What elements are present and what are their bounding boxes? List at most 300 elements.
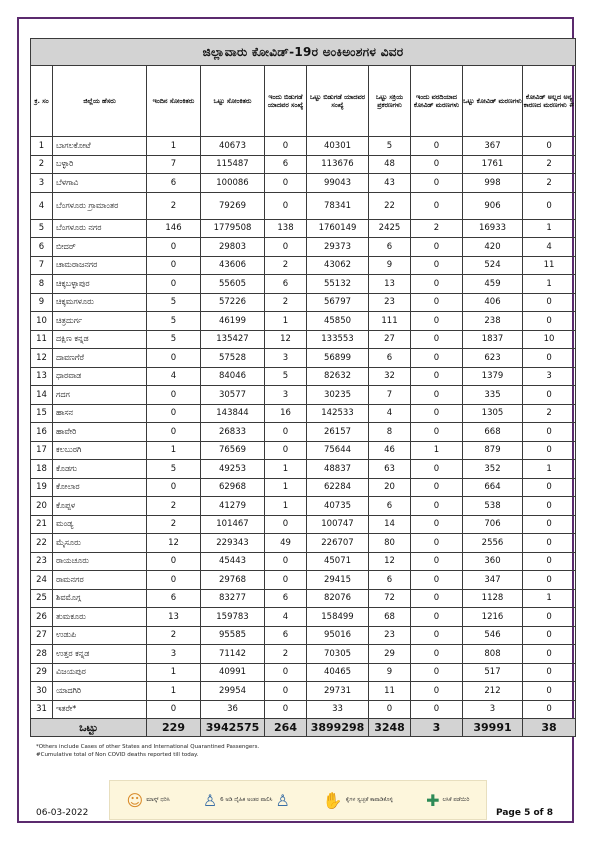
table-cell: 226707: [307, 534, 369, 553]
table-cell: 2: [523, 155, 576, 174]
table-cell: 1128: [463, 589, 523, 608]
table-cell: 23: [369, 626, 411, 645]
table-cell: 1761: [463, 155, 523, 174]
table-cell: 49253: [201, 460, 265, 479]
table-cell: 0: [523, 497, 576, 516]
table-cell: 2: [265, 256, 307, 275]
table-cell: 0: [411, 238, 463, 257]
table-cell: ಮೈಸೂರು: [53, 534, 147, 553]
table-cell: 6: [147, 589, 201, 608]
table-cell: 0: [523, 608, 576, 627]
table-cell: 40673: [201, 137, 265, 156]
table-cell: 4: [369, 404, 411, 423]
table-cell: 0: [147, 571, 201, 590]
table-cell: 45443: [201, 552, 265, 571]
table-cell: 2: [147, 626, 201, 645]
table-row: [31, 275, 576, 294]
table-cell: 406: [463, 293, 523, 312]
table-cell: 706: [463, 515, 523, 534]
table-cell: 1837: [463, 330, 523, 349]
table-cell: 212: [463, 682, 523, 701]
table-cell: 29803: [201, 238, 265, 257]
table-cell: 6: [369, 238, 411, 257]
table-cell: 33: [307, 700, 369, 719]
table-cell: 0: [411, 174, 463, 193]
table-cell: ವಿಜಯಪುರ: [53, 663, 147, 682]
table-cell: 0: [411, 608, 463, 627]
table-cell: 55605: [201, 275, 265, 294]
column-header: ಇಂದು ವರದಿಯಾದ ಕೋವಿಡ್ ಮರಣಗಳು: [411, 66, 463, 137]
table-cell: 84046: [201, 367, 265, 386]
table-cell: 6: [265, 155, 307, 174]
table-cell: 16: [31, 423, 53, 442]
table-cell: 1: [265, 460, 307, 479]
table-cell: ರಾಮನಗರ: [53, 571, 147, 590]
table-cell: 0: [411, 589, 463, 608]
total-cell: 3: [411, 719, 463, 737]
total-cell: 3899298: [307, 719, 369, 737]
table-cell: 0: [265, 423, 307, 442]
table-cell: 13: [369, 275, 411, 294]
table-cell: 24: [31, 571, 53, 590]
table-cell: 22: [31, 534, 53, 553]
table-cell: 3: [147, 645, 201, 664]
table-cell: ಹಾಸನ: [53, 404, 147, 423]
table-cell: 335: [463, 386, 523, 405]
table-row: [31, 137, 576, 156]
total-cell: 3942575: [201, 719, 265, 737]
table-cell: ಬೆಳಗಾವಿ: [53, 174, 147, 193]
table-cell: ಗದಗ: [53, 386, 147, 405]
table-cell: 0: [411, 155, 463, 174]
table-cell: 0: [523, 192, 576, 219]
table-cell: 8: [369, 423, 411, 442]
table-cell: 4: [147, 367, 201, 386]
table-cell: 0: [411, 330, 463, 349]
table-cell: 524: [463, 256, 523, 275]
table-cell: 0: [265, 571, 307, 590]
table-row: [31, 571, 576, 590]
table-cell: 30: [31, 682, 53, 701]
table-body: [31, 137, 576, 719]
table-cell: ಬೆಂಗಳೂರು ನಗರ: [53, 219, 147, 238]
header-row: [31, 66, 576, 137]
table-cell: 30577: [201, 386, 265, 405]
table-cell: 5: [31, 219, 53, 238]
column-header: ಕ್ರ. ಸಂ: [31, 66, 53, 137]
table-cell: 6: [147, 174, 201, 193]
table-cell: 0: [411, 192, 463, 219]
table-cell: 0: [411, 534, 463, 553]
table-cell: 7: [31, 256, 53, 275]
table-cell: 7: [369, 386, 411, 405]
table-cell: 159783: [201, 608, 265, 627]
table-cell: 31: [31, 700, 53, 719]
table-row: [31, 534, 576, 553]
table-cell: 4: [265, 608, 307, 627]
table-cell: 0: [147, 256, 201, 275]
column-header: ಒಟ್ಟು ಸೋಂಕಿತರು: [201, 66, 265, 137]
table-cell: 1216: [463, 608, 523, 627]
table-cell: 18: [31, 460, 53, 479]
table-row: [31, 645, 576, 664]
table-cell: 143844: [201, 404, 265, 423]
table-cell: 0: [411, 137, 463, 156]
table-cell: ಬಳ್ಳಾರಿ: [53, 155, 147, 174]
table-cell: ರಾಯಚೂರು: [53, 552, 147, 571]
table-row: [31, 404, 576, 423]
table-cell: 40735: [307, 497, 369, 516]
table-cell: 0: [523, 137, 576, 156]
total-cell: 264: [265, 719, 307, 737]
table-cell: 1: [523, 589, 576, 608]
table-row: [31, 192, 576, 219]
table-cell: 27: [31, 626, 53, 645]
table-cell: 8: [31, 275, 53, 294]
table-row: [31, 174, 576, 193]
table-cell: 1: [31, 137, 53, 156]
table-cell: 29: [31, 663, 53, 682]
table-cell: 0: [147, 552, 201, 571]
table-cell: 45071: [307, 552, 369, 571]
table-cell: 546: [463, 626, 523, 645]
footnote-non-covid: #Cumulative total of Non COVID deaths reported till today.: [36, 751, 199, 758]
table-cell: 1: [147, 663, 201, 682]
table-cell: 0: [411, 386, 463, 405]
table-cell: 2: [265, 293, 307, 312]
table-cell: 0: [523, 700, 576, 719]
table-cell: 56899: [307, 349, 369, 368]
table-cell: 0: [265, 174, 307, 193]
table-cell: ಬೆಂಗಳೂರು ಗ್ರಾಮಾಂತರ: [53, 192, 147, 219]
table-row: [31, 626, 576, 645]
table-cell: 76569: [201, 441, 265, 460]
table-cell: 23: [31, 552, 53, 571]
table-cell: 43062: [307, 256, 369, 275]
table-cell: 0: [147, 700, 201, 719]
column-header: ಕೋವಿಡ್ ಅಲ್ಲದ ಅನ್ಯ ಕಾರಣದ ಮರಣಗಳು #: [523, 66, 576, 137]
table-cell: 347: [463, 571, 523, 590]
table-cell: 23: [369, 293, 411, 312]
table-cell: 146: [147, 219, 201, 238]
table-cell: 1: [265, 497, 307, 516]
table-cell: 1: [147, 441, 201, 460]
table-cell: 1760149: [307, 219, 369, 238]
table-cell: ದಕ್ಷಿಣ ಕನ್ನಡ: [53, 330, 147, 349]
table-cell: 29954: [201, 682, 265, 701]
table-cell: ಕಲಬುರಗಿ: [53, 441, 147, 460]
table-cell: 420: [463, 238, 523, 257]
table-cell: 56797: [307, 293, 369, 312]
table-cell: 99043: [307, 174, 369, 193]
table-cell: 25: [31, 589, 53, 608]
table-cell: 0: [411, 626, 463, 645]
table-cell: 0: [411, 367, 463, 386]
table-cell: ಶಿವಮೊಗ್ಗ: [53, 589, 147, 608]
table-cell: 0: [369, 700, 411, 719]
table-row: [31, 386, 576, 405]
table-cell: 80: [369, 534, 411, 553]
table-cell: 0: [411, 478, 463, 497]
table-cell: 0: [265, 238, 307, 257]
table-cell: 5: [147, 330, 201, 349]
table-cell: 360: [463, 552, 523, 571]
table-cell: 0: [411, 256, 463, 275]
table-cell: 71142: [201, 645, 265, 664]
table-row: [31, 293, 576, 312]
footnote-others: *Others include Cases of other States and International Quarantined Passengers.: [36, 744, 260, 750]
table-cell: 63: [369, 460, 411, 479]
table-cell: 0: [411, 700, 463, 719]
banner-vaccine: [426, 791, 469, 810]
table-cell: 26833: [201, 423, 265, 442]
table-cell: 5: [147, 312, 201, 331]
person-icon: ♙: [202, 790, 218, 810]
table-cell: 6: [265, 275, 307, 294]
table-cell: 0: [523, 386, 576, 405]
table-cell: 2556: [463, 534, 523, 553]
table-cell: 0: [523, 478, 576, 497]
person-icon: ♙: [275, 790, 290, 810]
table-cell: 20: [31, 497, 53, 516]
table-cell: 13: [31, 367, 53, 386]
table-cell: 20: [369, 478, 411, 497]
table-cell: 68: [369, 608, 411, 627]
table-row: [31, 497, 576, 516]
table-cell: 6: [369, 349, 411, 368]
table-cell: 352: [463, 460, 523, 479]
table-row: [31, 515, 576, 534]
table-cell: 17: [31, 441, 53, 460]
table-cell: 45850: [307, 312, 369, 331]
table-cell: 623: [463, 349, 523, 368]
table-cell: ಬಾಗಲಕೋಟೆ: [53, 137, 147, 156]
table-cell: 0: [147, 423, 201, 442]
table-cell: 4: [31, 192, 53, 219]
table-cell: 15: [31, 404, 53, 423]
table-cell: 21: [31, 515, 53, 534]
table-cell: 27: [369, 330, 411, 349]
table-cell: 133553: [307, 330, 369, 349]
table-cell: 0: [523, 534, 576, 553]
table-cell: 0: [523, 349, 576, 368]
table-cell: 101467: [201, 515, 265, 534]
table-cell: 229343: [201, 534, 265, 553]
table-cell: 95016: [307, 626, 369, 645]
table-cell: 3: [463, 700, 523, 719]
table-title: ಜಿಲ್ಲಾವಾರು ಕೋವಿಡ್-19ರ ಅಂಕಿಅಂಶಗಳ ವಿವರ: [31, 39, 576, 66]
table-cell: 0: [523, 626, 576, 645]
table-cell: 0: [147, 275, 201, 294]
table-cell: 22: [369, 192, 411, 219]
table-row: [31, 367, 576, 386]
banner-handwash-label: ಕೈಗಳ ಸ್ವಚ್ಛತೆ ಕಾಪಾಡಿಕೊಳ್ಳಿ: [345, 796, 393, 803]
column-header: ಇಂದು ಬಿಡುಗಡೆ ಯಾದವರ ಸಂಖ್ಯೆ: [265, 66, 307, 137]
table-cell: 40991: [201, 663, 265, 682]
table-cell: 5: [147, 460, 201, 479]
mask-icon: ☺: [126, 790, 144, 810]
table-cell: 41279: [201, 497, 265, 516]
table-cell: ಹಾವೇರಿ: [53, 423, 147, 442]
table-cell: 5: [369, 137, 411, 156]
table-row: [31, 663, 576, 682]
table-cell: 138: [265, 219, 307, 238]
table-cell: 14: [369, 515, 411, 534]
table-cell: 3: [265, 386, 307, 405]
table-cell: 12: [31, 349, 53, 368]
table-cell: 1: [265, 478, 307, 497]
table-cell: 70305: [307, 645, 369, 664]
table-cell: 72: [369, 589, 411, 608]
table-cell: 1: [411, 441, 463, 460]
table-cell: 32: [369, 367, 411, 386]
table-cell: 538: [463, 497, 523, 516]
table-cell: 1: [265, 312, 307, 331]
page-number: Page 5 of 8: [496, 808, 553, 818]
table-cell: 0: [411, 515, 463, 534]
table-row: [31, 682, 576, 701]
table-cell: 808: [463, 645, 523, 664]
table-cell: ಕೊಪ್ಪಳ: [53, 497, 147, 516]
table-cell: ಚಿತ್ರದುರ್ಗ: [53, 312, 147, 331]
table-cell: 0: [523, 441, 576, 460]
table-cell: 48837: [307, 460, 369, 479]
table-cell: 2: [147, 497, 201, 516]
table-cell: 0: [265, 682, 307, 701]
total-cell: 229: [147, 719, 201, 737]
table-cell: 46: [369, 441, 411, 460]
table-cell: 0: [411, 275, 463, 294]
table-cell: 82632: [307, 367, 369, 386]
banner-mask: [127, 791, 170, 810]
table-cell: 4: [523, 238, 576, 257]
table-cell: ಉತ್ತರ ಕನ್ನಡ: [53, 645, 147, 664]
table-cell: 0: [147, 478, 201, 497]
table-cell: 238: [463, 312, 523, 331]
table-cell: ತುಮಕೂರು: [53, 608, 147, 627]
table-row: [31, 460, 576, 479]
table-cell: 14: [31, 386, 53, 405]
table-cell: 29373: [307, 238, 369, 257]
table-cell: 0: [265, 192, 307, 219]
table-cell: 0: [411, 460, 463, 479]
table-cell: 2: [411, 219, 463, 238]
table-cell: 0: [523, 312, 576, 331]
table-cell: 668: [463, 423, 523, 442]
column-header: ಒಟ್ಟು ಬಿಡುಗಡೆ ಯಾದವರ ಸಂಖ್ಯೆ: [307, 66, 369, 137]
table-cell: 16933: [463, 219, 523, 238]
table-cell: 0: [411, 571, 463, 590]
table-cell: 0: [411, 423, 463, 442]
table-row: [31, 608, 576, 627]
table-cell: 1: [523, 460, 576, 479]
table-cell: 0: [265, 515, 307, 534]
table-cell: 0: [411, 312, 463, 331]
table-cell: 0: [523, 645, 576, 664]
table-cell: 115487: [201, 155, 265, 174]
table-cell: 0: [265, 552, 307, 571]
total-cell: 39991: [463, 719, 523, 737]
table-cell: 1305: [463, 404, 523, 423]
table-cell: 11: [369, 682, 411, 701]
table-cell: 28: [31, 645, 53, 664]
table-cell: 9: [369, 256, 411, 275]
table-cell: 12: [147, 534, 201, 553]
vaccine-icon: ✚: [426, 790, 440, 810]
table-row: [31, 478, 576, 497]
table-cell: ಇತರೇ*: [53, 700, 147, 719]
table-cell: 135427: [201, 330, 265, 349]
table-cell: 6: [31, 238, 53, 257]
table-cell: ಕೊಡಗು: [53, 460, 147, 479]
table-cell: 29731: [307, 682, 369, 701]
table-cell: 26: [31, 608, 53, 627]
table-cell: 6: [369, 571, 411, 590]
table-cell: 6: [265, 589, 307, 608]
table-cell: ಮಂಡ್ಯ: [53, 515, 147, 534]
table-cell: 12: [369, 552, 411, 571]
table-cell: 0: [523, 515, 576, 534]
column-header: ಜಿಲ್ಲೆಯ ಹೆಸರು: [53, 66, 147, 137]
table-cell: 10: [31, 312, 53, 331]
table-cell: 517: [463, 663, 523, 682]
table-cell: 0: [411, 645, 463, 664]
report-date: 06-03-2022: [36, 808, 89, 818]
handwash-icon: ✋: [322, 790, 343, 810]
table-cell: 11: [31, 330, 53, 349]
table-cell: 0: [523, 552, 576, 571]
table-cell: 1: [523, 219, 576, 238]
table-cell: 10: [523, 330, 576, 349]
banner-handwash: [323, 791, 393, 810]
table-cell: 0: [147, 404, 201, 423]
table-cell: 29768: [201, 571, 265, 590]
table-cell: 0: [147, 238, 201, 257]
table-row: [31, 349, 576, 368]
banner-mask-label: ಮಾಸ್ಕ್ ಧರಿಸಿ: [146, 796, 170, 803]
table-cell: 0: [147, 386, 201, 405]
table-cell: 16: [265, 404, 307, 423]
table-cell: 26157: [307, 423, 369, 442]
table-cell: 0: [411, 682, 463, 701]
table-row: [31, 155, 576, 174]
table-cell: 2: [523, 404, 576, 423]
table-row: [31, 312, 576, 331]
table-cell: ದಾವಣಗೆರೆ: [53, 349, 147, 368]
table-cell: 55132: [307, 275, 369, 294]
table-cell: 13: [147, 608, 201, 627]
table-cell: 100086: [201, 174, 265, 193]
table-cell: 2425: [369, 219, 411, 238]
table-cell: 57528: [201, 349, 265, 368]
table-row: [31, 423, 576, 442]
total-cell: 38: [523, 719, 576, 737]
table-cell: 30235: [307, 386, 369, 405]
table-cell: ಉಡುಪಿ: [53, 626, 147, 645]
table-cell: 29415: [307, 571, 369, 590]
table-row: [31, 589, 576, 608]
table-cell: 879: [463, 441, 523, 460]
table-cell: 48: [369, 155, 411, 174]
table-cell: 0: [411, 552, 463, 571]
table-cell: 46199: [201, 312, 265, 331]
table-cell: 2: [523, 174, 576, 193]
banner-vaccine-label: ಲಸಿಕೆ ಪಡೆಯಿರಿ: [442, 796, 470, 803]
table-cell: 3: [523, 367, 576, 386]
table-cell: 142533: [307, 404, 369, 423]
table-cell: 0: [523, 293, 576, 312]
banner-distance-label: 6 ಅಡಿ ದೈಹಿಕ ಅಂತರ ಪಾಲಿಸಿ: [220, 796, 273, 803]
